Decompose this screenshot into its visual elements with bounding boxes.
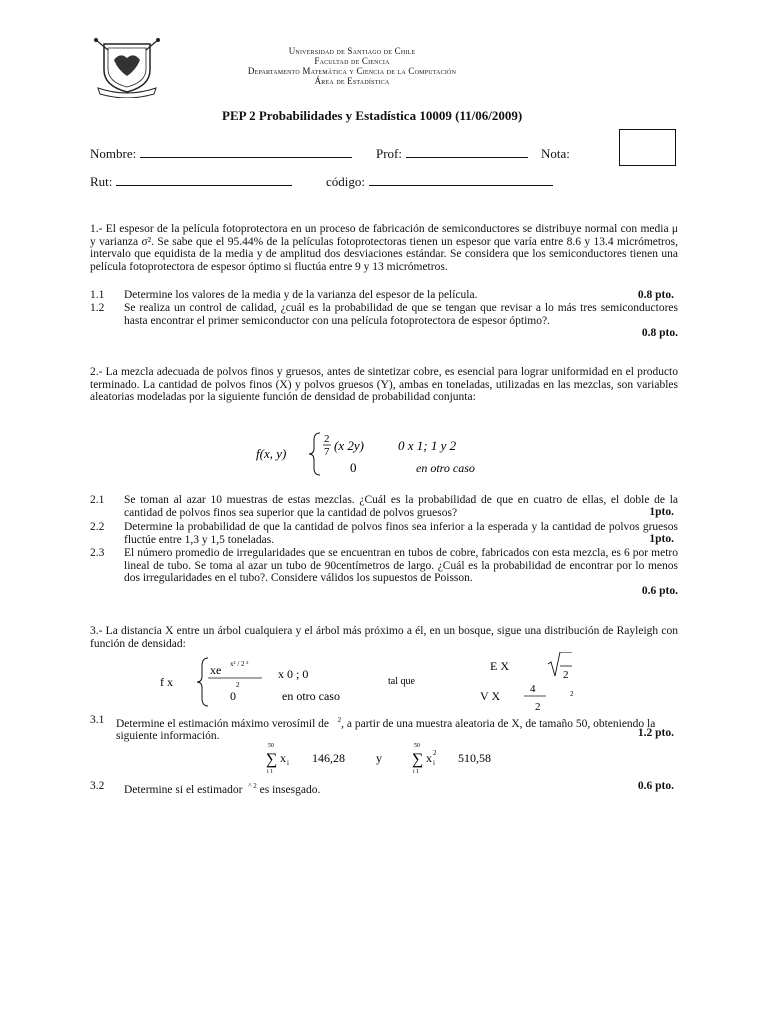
q3-vx-exp: 2 xyxy=(570,690,574,698)
q3-vx-num: 4 xyxy=(530,683,536,695)
q1-item-2-text: Se realiza un control de calidad, ¿cuál es la probabilidad de que se tengan que revisar a lo más tres semiconductores hasta encontrar el primer semiconductor con una película fotoprotectora de espesor óptimo?. xyxy=(124,302,678,327)
nombre-blank[interactable] xyxy=(140,147,352,158)
sum1-var: x xyxy=(280,751,286,765)
university-name: Universidad de Santiago de Chile xyxy=(288,46,416,56)
q1-item-2-num: 1.2 xyxy=(90,302,105,314)
q3-item-2-hat: ^ 2 xyxy=(248,782,257,790)
q2-item-2-points: 1pto. xyxy=(649,533,674,545)
q3-case2-val: 0 xyxy=(230,689,236,703)
q3-item-1-text-a: Determine el estimación máximo verosímil de xyxy=(116,717,330,730)
q3-item-1 xyxy=(90,714,678,742)
q2-item-1-num: 2.1 xyxy=(90,494,105,506)
sum1-sigma: ∑ xyxy=(266,751,278,768)
prof-field[interactable] xyxy=(376,146,528,162)
q3-item-2-points: 0.6 pto. xyxy=(637,780,674,792)
sum1-sub: i xyxy=(287,759,289,767)
q2-item-2-num: 2.2 xyxy=(90,521,105,533)
q1-item-1-points: 0.8 pto. xyxy=(637,289,674,301)
sum2-sub: i xyxy=(433,759,435,767)
university-crest-icon xyxy=(92,36,162,98)
q2-intro: 2.- La mezcla adecuada de polvos finos y gruesos, antes de sintetizar cobre, es esencial para lograr uniformidad en el producto terminado. La cantidad de polvos finos (X) y polvos gruesos (Y), ambas en toneladas, utilizadas en las mezclas, son variables aleatorias modeladas por la siguiente función de densidad de probabilidad conjunta: xyxy=(90,366,678,403)
q1-item-2-points: 0.8 pto. xyxy=(641,327,678,339)
q2-item-2 xyxy=(90,521,678,549)
q3-item-2 xyxy=(90,780,678,794)
q3-vx-den: 2 xyxy=(535,701,541,713)
q1-item-2 xyxy=(90,302,678,342)
nombre-label: Nombre: xyxy=(90,146,137,161)
q3-item-2-text xyxy=(124,780,524,796)
q2-frac-num: 2 xyxy=(324,433,330,445)
q2-item-1 xyxy=(90,494,678,522)
q3-tal-que: tal que xyxy=(388,676,415,687)
q2-case1-cond: 0 x 1; 1 y 2 xyxy=(398,438,457,453)
q2-case2-cond: en otro caso xyxy=(416,461,475,475)
q3-case1-expr: xe xyxy=(210,663,222,677)
exam-title: PEP 2 Probabilidades y Estadística 10009 (11/06/2009) xyxy=(222,108,523,123)
rut-blank[interactable] xyxy=(116,175,292,186)
q3-item-1-text-b: , a partir de una muestra aleatoria de X, de tamaño 50, obteniendo la siguiente información. xyxy=(116,717,656,743)
q3-sqrt-den: 2 xyxy=(563,669,569,681)
q3-formula-lhs: f x xyxy=(160,675,173,689)
q3-item-1-points: 1.2 pto. xyxy=(637,727,674,739)
faculty-name: Facultad de Ciencia xyxy=(314,56,390,66)
sum2-sigma: ∑ xyxy=(412,751,424,768)
q3-case1-den: 2 xyxy=(236,681,240,689)
prof-label: Prof: xyxy=(376,146,402,161)
q3-sums-formula xyxy=(260,740,520,776)
q3-item-2-text-b: es insesgado. xyxy=(259,783,321,796)
prof-blank[interactable] xyxy=(406,147,528,158)
sum1-lower: i 1 xyxy=(267,769,274,775)
q3-intro: 3.- La distancia X entre un árbol cualquiera y el árbol más próximo a él, en un bosque, sigue una distribución de Rayleigh con función de densidad: xyxy=(90,625,678,650)
q2-item-1-points: 1pto. xyxy=(649,506,674,518)
department-name: Departamento Matemática y Ciencia de la Computación xyxy=(247,66,457,76)
codigo-field[interactable] xyxy=(326,174,553,190)
sums-and: y xyxy=(376,751,382,765)
q2-case2-val: 0 xyxy=(350,460,357,475)
sum2-upper: 50 xyxy=(414,743,420,749)
rut-field[interactable] xyxy=(90,174,292,190)
q2-item-3-num: 2.3 xyxy=(90,547,105,559)
q1-intro: 1.- El espesor de la película fotoprotectora en un proceso de fabricación de semiconductores se distribuye normal con media μ y varianza σ². Se sabe que el 95.44% de la películas fotoprotectoras tienen un espesor que varía entre 8.6 y 13.4 micrómetros, intervalo que equidista de la media y de amplitud dos desviaciones estándar. Se considera que los semiconductores tienen una película fotoprotectora de espesor óptimo si fluctúa entre 9 y 13 micrómetros. xyxy=(90,223,678,273)
area-name: Área de Estadística xyxy=(314,76,390,86)
q2-item-2-text: Determine la probabilidad de que la cantidad de polvos finos sea inferior a la esperada y la cantidad de polvos gruesos fluctúe entre 1,3 y 1,5 toneladas. xyxy=(124,521,678,546)
q3-item-1-sup: 2 xyxy=(337,716,342,724)
q3-density-formula xyxy=(150,652,600,714)
sum1-value: 146,28 xyxy=(312,751,345,765)
q3-item-2-num: 3.2 xyxy=(90,780,105,792)
q3-item-2-text-a: Determine si el estimador xyxy=(124,783,243,796)
codigo-blank[interactable] xyxy=(369,175,553,186)
sum2-value: 510,58 xyxy=(458,751,491,765)
q3-ex: E X xyxy=(490,659,509,673)
q3-case1-cond: x 0 ; 0 xyxy=(278,667,309,681)
q2-frac-den: 7 xyxy=(324,446,330,458)
q2-item-3-text: El número promedio de irregularidades que se encuentran en tubos de cobre, fabricados con esta mezcla, es 6 por metro lineal de tubo. Se toma al azar un tubo de 90centímetros de largo. ¿Cuál es la probabilidad de encontrar por lo menos dos irregularidades en el tubo?. Considere válidos los supuestos de Poisson. xyxy=(124,547,678,584)
q3-item-1-text xyxy=(116,714,678,743)
q2-item-3 xyxy=(90,547,678,601)
q2-formula-lhs: f(x, y) xyxy=(256,446,287,461)
q1-item-1 xyxy=(90,289,678,303)
q2-item-3-points: 0.6 pto. xyxy=(641,585,678,597)
sum1-upper: 50 xyxy=(268,743,274,749)
q1-item-1-text: Determine los valores de la media y de la varianza del espesor de la película. xyxy=(124,289,478,301)
q2-item-1-text: Se toman al azar 10 muestras de estas mezclas. ¿Cuál es la probabilidad de que en cuatro de ellas, el doble de la cantidad de polvos finos sea superior que la cantidad de polvos gruesos? xyxy=(124,494,678,519)
q3-case1-exp: x² / 2 ² xyxy=(230,660,249,668)
q2-case1-expr: (x 2y) xyxy=(334,438,364,453)
q1-item-1-num: 1.1 xyxy=(90,289,105,301)
nombre-field[interactable] xyxy=(90,146,352,162)
rut-label: Rut: xyxy=(90,174,113,189)
sum2-var: x xyxy=(426,751,432,765)
sum2-lower: i 1 xyxy=(413,769,420,775)
nota-label: Nota: xyxy=(541,146,570,161)
q3-item-1-num: 3.1 xyxy=(90,714,105,726)
nota-box[interactable] xyxy=(619,129,676,166)
sum2-exp: 2 xyxy=(433,749,437,757)
q3-vx: V X xyxy=(480,689,501,703)
codigo-label: código: xyxy=(326,174,365,189)
q2-density-formula xyxy=(250,428,510,480)
q3-case2-cond: en otro caso xyxy=(282,689,340,703)
